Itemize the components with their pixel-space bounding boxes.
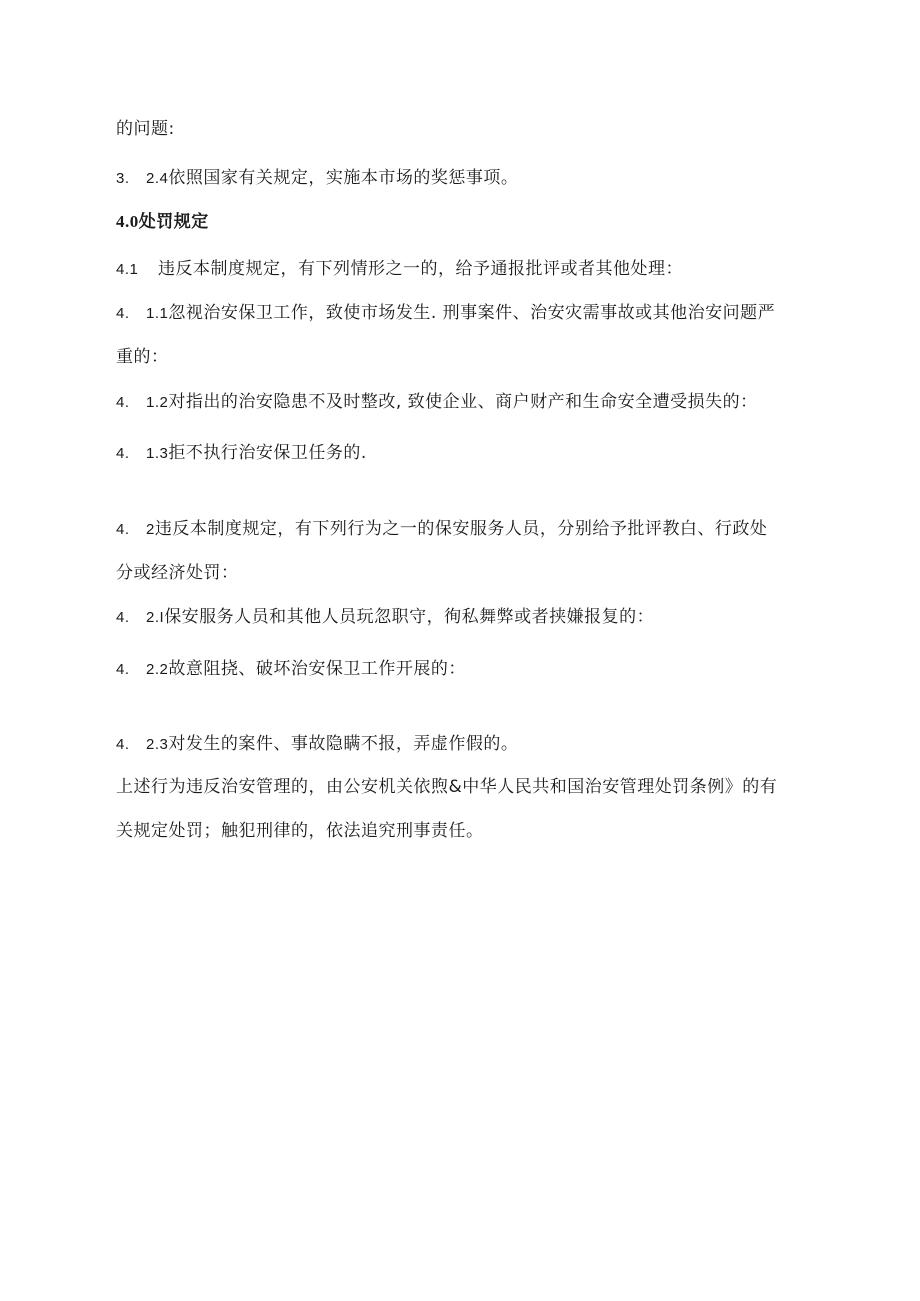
section-heading: [116, 211, 209, 233]
clause-number: 4.: [116, 394, 130, 411]
paragraph-text: 关规定处罚；触犯刑律的，依法追究刑事责任。: [116, 821, 484, 841]
clause-4-1-3: [116, 442, 367, 465]
clause-text: 重的：: [116, 347, 169, 367]
clause-text: 拒不执行治安保卫任务的.: [168, 443, 367, 463]
clause-number: 4.: [116, 521, 130, 538]
clause-text: 违反本制度规定，有下列情形之一的，给予通报批评或者其他处理：: [158, 259, 683, 279]
clause-4-2: [116, 518, 767, 541]
clause-text: 分或经济处罚：: [116, 563, 239, 583]
clause-4-2-2: [116, 658, 466, 681]
clause-text: 忽视治安保卫工作，致使市场发生. 刑事案件、治安灾需事故或其他治安问题严: [168, 303, 776, 323]
clause-subnumber: 2.4: [146, 170, 169, 187]
clause-3-2-4: [116, 167, 518, 190]
paragraph-text: 上述行为违反治安管理的，由公安机关依煦&中华人民共和国治安管理处罚条例》的有: [116, 777, 778, 797]
clause-4-1-1: [116, 302, 775, 325]
clause-number: 3.: [116, 170, 130, 187]
clause-4-1: [116, 258, 683, 281]
clause-number: 4.1: [116, 261, 139, 278]
clause-text: 依照国家有关规定，实施本市场的奖惩事项。: [168, 168, 519, 188]
clause-subnumber: 2: [146, 521, 155, 538]
clause-text: 对指出的治安隐患不及时整改, 致使企业、商户财产和生命安全遭受损失的：: [168, 392, 758, 412]
clause-4-1-1-continuation: [116, 346, 169, 368]
clause-subnumber: 2.2: [146, 661, 169, 678]
clause-text: 保安服务人员和其他人员玩忽职守，徇私舞弊或者挟嫌报复的：: [164, 607, 655, 627]
clause-text: 对发生的案件、事故隐瞒不报，弄虚作假的。: [168, 734, 519, 754]
clause-number: 4.: [116, 736, 130, 753]
clause-text: 违反本制度规定，有下列行为之一的保安服务人员，分别给予批评教白、行政处: [154, 519, 768, 539]
clause-subnumber: 1.2: [146, 394, 169, 411]
clause-4-2-continuation: [116, 562, 239, 584]
closing-paragraph-line-2: [116, 820, 484, 842]
clause-4-2-1: [116, 606, 654, 629]
closing-paragraph-line-1: [116, 776, 777, 798]
clause-subnumber: 2.3: [146, 736, 169, 753]
clause-subnumber: 1.1: [146, 305, 169, 322]
section-title: 处罚规定: [138, 212, 209, 232]
clause-number: 4.: [116, 661, 130, 678]
paragraph-continuation: [116, 118, 175, 140]
section-number: 4.0: [116, 212, 139, 231]
clause-number: 4.: [116, 609, 130, 626]
clause-4-1-2: [116, 391, 758, 414]
paragraph-text: 的问题:: [116, 119, 175, 139]
clause-subnumber: 2.I: [146, 609, 165, 626]
clause-subnumber: 1.3: [146, 445, 169, 462]
clause-text: 故意阻挠、破坏治安保卫工作开展的：: [168, 659, 466, 679]
clause-number: 4.: [116, 445, 130, 462]
clause-4-2-3: [116, 733, 518, 756]
clause-number: 4.: [116, 305, 130, 322]
